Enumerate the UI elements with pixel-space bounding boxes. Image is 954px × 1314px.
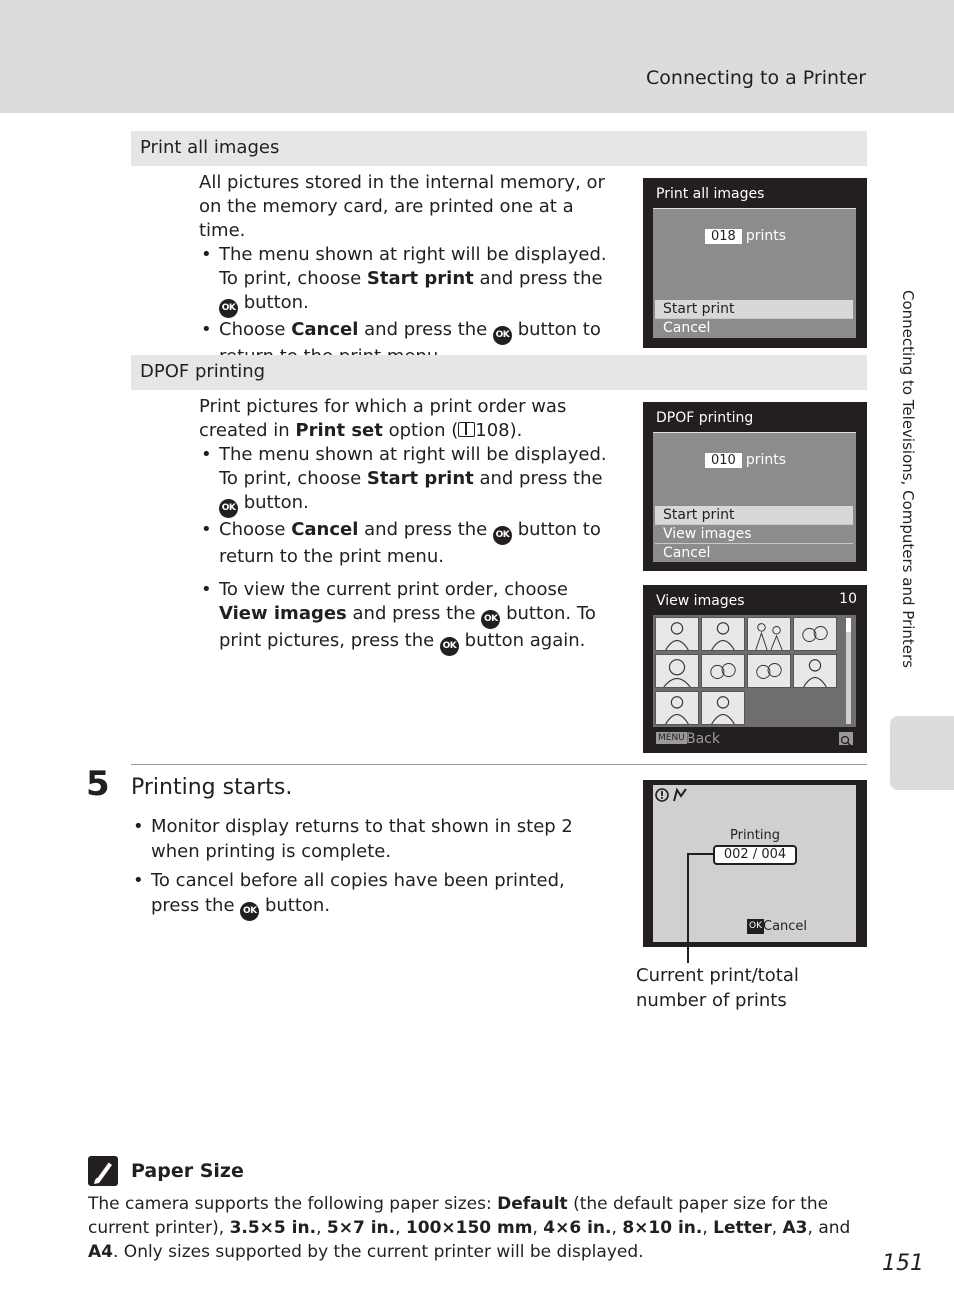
option-divider xyxy=(655,318,853,319)
section-heading-dpof: DPOF printing xyxy=(131,355,867,390)
note-body: The camera supports the following paper sizes: Default (the default paper size for the current printer), 3.5×5 in., 5×7 in., 100×150 mm, 4×6 in., 8×10 in., Letter, A3, and A4. Only sizes supported by the current printer will be displayed. xyxy=(88,1194,851,1262)
ok-icon[interactable]: OK xyxy=(747,919,764,934)
print-all-intro: All pictures stored in the internal memory, or on the memory card, are printed one at a time. xyxy=(199,172,605,241)
zoom-icon[interactable] xyxy=(839,732,853,745)
book-reference-icon xyxy=(458,422,475,437)
callout-label: Current print/total number of prints xyxy=(636,965,799,1011)
dpof-bullet-view: • To view the current print order, choose View images and press the OK button. To print pictures, press the OK button again. xyxy=(199,578,614,656)
ok-button-icon: OK xyxy=(493,526,512,545)
screen-title: DPOF printing xyxy=(656,410,754,426)
scrollbar-thumb[interactable] xyxy=(846,618,851,632)
section-heading-print-all: Print all images xyxy=(131,131,867,166)
dpof-view-description xyxy=(199,578,614,656)
thumbnail-portrait[interactable] xyxy=(655,654,699,688)
chapter-side-label: Connecting to Televisions, Computers and Printers xyxy=(899,290,917,668)
dpof-screen xyxy=(643,402,867,571)
ok-button-icon: OK xyxy=(240,902,259,921)
thumbnail-portrait[interactable] xyxy=(701,617,745,651)
print-all-bullet-start: • The menu shown at right will be displayed. To print, choose Start print and press the OK button. xyxy=(199,243,614,318)
thumbnail-flowers[interactable] xyxy=(701,654,745,688)
thumbnail-family[interactable] xyxy=(747,617,791,651)
option-divider xyxy=(655,543,853,544)
thumbnail-portrait[interactable] xyxy=(793,654,837,688)
step-number: 5 xyxy=(86,764,110,804)
thumbnail-flowers[interactable] xyxy=(793,617,837,651)
dpof-intro: Print pictures for which a print order was created in Print set option ( 108). xyxy=(199,396,567,441)
screen-divider xyxy=(653,432,856,433)
screen-title: Print all images xyxy=(656,186,765,202)
cancel-label[interactable]: Cancel xyxy=(763,919,808,934)
menu-option-view-images[interactable]: View images xyxy=(663,526,752,542)
ok-button-icon: OK xyxy=(493,326,512,345)
ok-button-icon: OK xyxy=(219,499,238,518)
thumbnail-portrait[interactable] xyxy=(655,617,699,651)
screen-title: View images xyxy=(656,593,745,609)
print-all-bullet-cancel: • Choose Cancel and press the OK button to xyxy=(199,318,614,369)
dpof-description xyxy=(199,395,614,569)
back-label[interactable]: Back xyxy=(686,731,720,747)
thumbnail-flowers[interactable] xyxy=(747,654,791,688)
page-number: 151 xyxy=(882,1251,924,1276)
header-band xyxy=(0,0,954,113)
menu-option-cancel[interactable]: Cancel xyxy=(663,320,711,336)
option-divider xyxy=(655,524,853,525)
warning-pictbridge-icon xyxy=(655,787,689,803)
chapter-tab xyxy=(890,716,954,790)
dpof-bullet-cancel: • Choose Cancel and press the OK button to return to the print menu. xyxy=(199,518,614,569)
step5-bullet-cancel: • To cancel before all copies have been printed, press the OK button. xyxy=(131,868,613,921)
page-header-title: Connecting to a Printer xyxy=(646,67,866,89)
thumbnail-empty xyxy=(747,691,791,725)
thumbnail-portrait[interactable] xyxy=(655,691,699,725)
image-count: 10 xyxy=(839,591,857,607)
ok-button-icon: OK xyxy=(219,299,238,318)
print-all-screen xyxy=(643,178,867,348)
ok-button-icon: OK xyxy=(481,610,500,629)
scrollbar[interactable] xyxy=(846,618,851,724)
note-pencil-icon xyxy=(88,1156,118,1186)
step5-description xyxy=(131,814,613,921)
step-divider xyxy=(131,764,867,765)
step-title: Printing starts. xyxy=(131,775,293,800)
step5-bullet-monitor: • Monitor display returns to that shown in step 2 when printing is complete. xyxy=(131,814,613,864)
print-progress: 002 / 004 xyxy=(713,845,797,865)
printing-status: Printing xyxy=(729,828,780,843)
menu-icon[interactable]: MENU xyxy=(658,733,685,743)
ok-button-icon: OK xyxy=(440,637,459,656)
menu-option-start-print[interactable]: Start print xyxy=(655,300,853,318)
callout-leader-line xyxy=(683,850,723,965)
print-count: 018 prints xyxy=(705,228,786,244)
view-images-screen xyxy=(643,585,867,753)
note-title: Paper Size xyxy=(131,1160,244,1182)
menu-option-start-print[interactable]: Start print xyxy=(655,506,853,524)
print-count: 010 prints xyxy=(705,452,786,468)
thumbnail-portrait[interactable] xyxy=(701,691,745,725)
printing-screen xyxy=(643,780,867,947)
screen-divider xyxy=(653,208,856,209)
thumbnail-empty xyxy=(793,691,837,725)
print-all-description xyxy=(199,171,614,369)
dpof-bullet-start: • The menu shown at right will be displayed. To print, choose Start print and press the OK button. xyxy=(199,443,614,518)
menu-option-cancel[interactable]: Cancel xyxy=(663,545,711,561)
